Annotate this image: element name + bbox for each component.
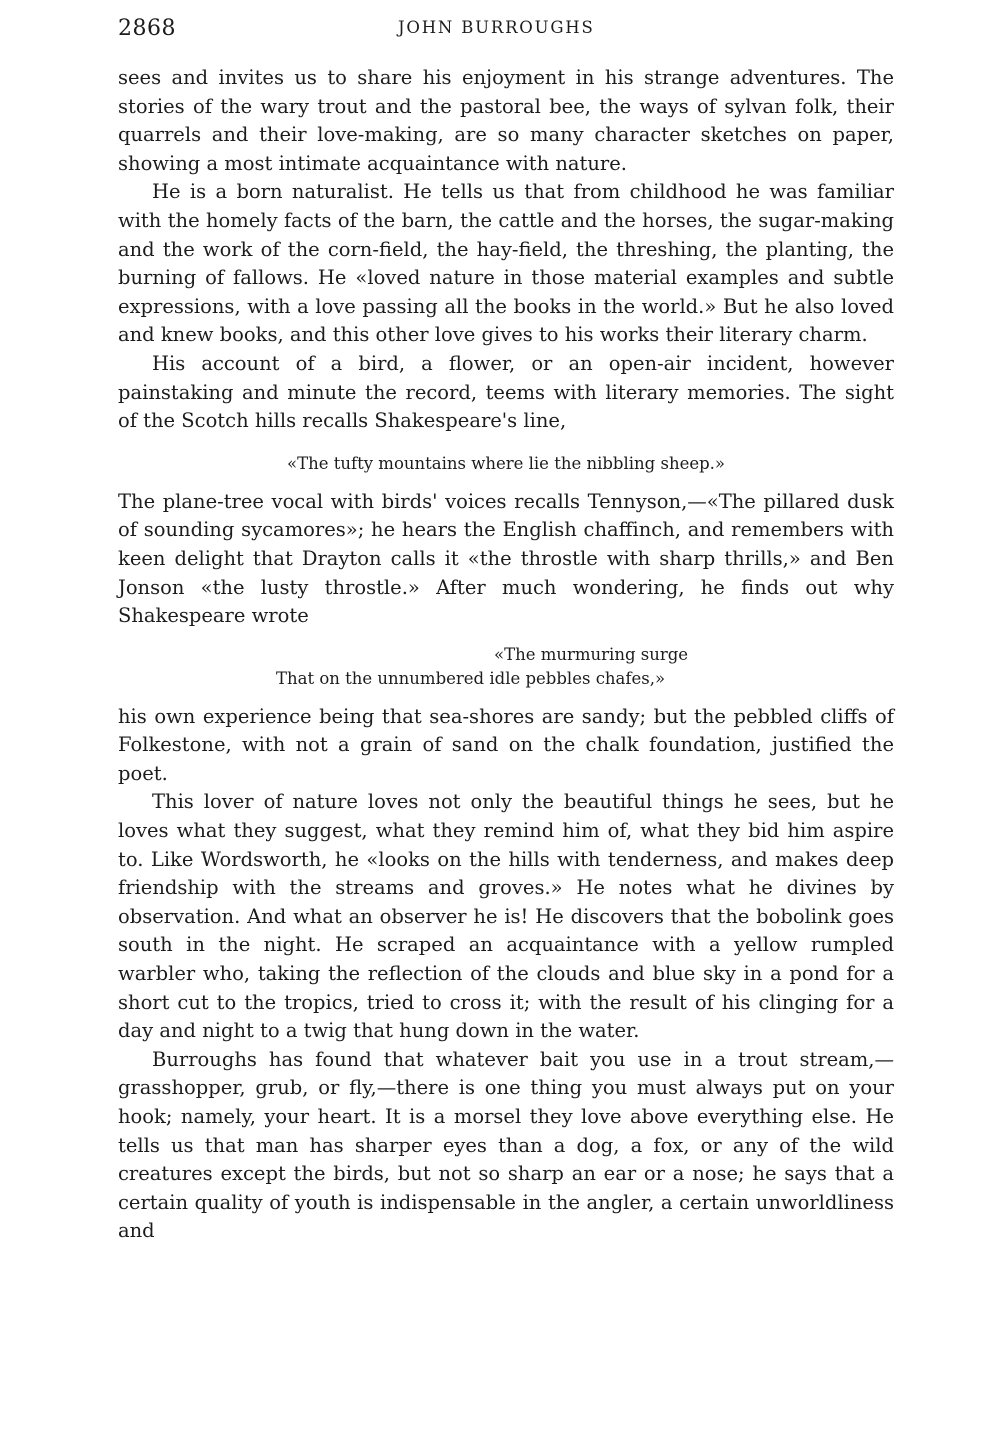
paragraph: This lover of nature loves not only the beautiful things he sees, but he loves what they suggest, what they remind him of, what they bid him aspire to. Like Wordsworth, he «looks on the hills with tenderness, and makes deep friendship with the streams and groves.» He notes what he divines by observation. And what an observer he is! He discovers that the bobolink goes south in the night. He scraped an acquaintance with a yellow rumpled warbler who, taking the reflection of the clouds and blue sky in a pond for a short cut to the tropics, tried to cross it; with the result of his clinging for a day and night to a twig that hung down in the water. bbox=[118, 790, 894, 1043]
verse-quotation: «The tufty mountains where lie the nibbling sheep.» bbox=[287, 453, 725, 473]
paragraph: He is a born naturalist. He tells us that from childhood he was familiar with the homely facts of the barn, the cattle and the horses, the sugar-making and the work of the corn-field, the hay-field, the threshing, the planting, the burning of fallows. He «loved nature in those material examples and subtle expressions, with a love passing all the books in the world.» But he also loved and knew books, and this other love gives to his works their literary charm. bbox=[118, 180, 894, 347]
page-header bbox=[118, 16, 938, 46]
running-head: JOHN BURROUGHS bbox=[398, 18, 595, 37]
verse-quotation bbox=[118, 643, 894, 691]
paragraph: Burroughs has found that whatever bait you use in a trout stream,—grasshopper, grub, or fly,—there is one thing you must always put on your hook; namely, your heart. It is a morsel they love above everything else. He tells us that man has sharper eyes than a dog, a fox, or any of the wild creatures except the birds, but not so sharp an ear or a nose; he says that a certain quality of youth is indispensable in the angler, a certain unworldliness and bbox=[118, 1047, 894, 1243]
paragraph-continued: sees and invites us to share his enjoyment in his strange adventures. The stories of the wary trout and the pastoral bee, the ways of sylvan folk, their quarrels and their love-making, are so many character sketches on paper, showing a most intimate acquaintance with nature. bbox=[118, 66, 894, 175]
body-text bbox=[118, 64, 894, 1246]
verse-line: That on the unnumbered idle pebbles chafes,» bbox=[276, 668, 666, 688]
verse-line: «The murmuring surge bbox=[494, 644, 689, 664]
paragraph-continued: The plane-tree vocal with birds' voices recalls Tennyson,—«The pillared dusk of sounding sycamores»; he hears the English chaffinch, and remembers with keen delight that Drayton calls it «the throstle with sharp thrills,» and Ben Jonson «the lusty throstle.» After much wondering, he finds out why Shakespeare wrote bbox=[118, 489, 894, 628]
paragraph: His account of a bird, a flower, or an open-air incident, however painstaking and minute the record, teems with literary memories. The sight of the Scotch hills recalls Shakespeare's line, bbox=[118, 351, 894, 433]
paragraph-continued: his own experience being that sea-shores are sandy; but the pebbled cliffs of Folkestone, with not a grain of sand on the chalk foundation, justified the poet. bbox=[118, 704, 894, 785]
page-number: 2868 bbox=[118, 16, 176, 41]
